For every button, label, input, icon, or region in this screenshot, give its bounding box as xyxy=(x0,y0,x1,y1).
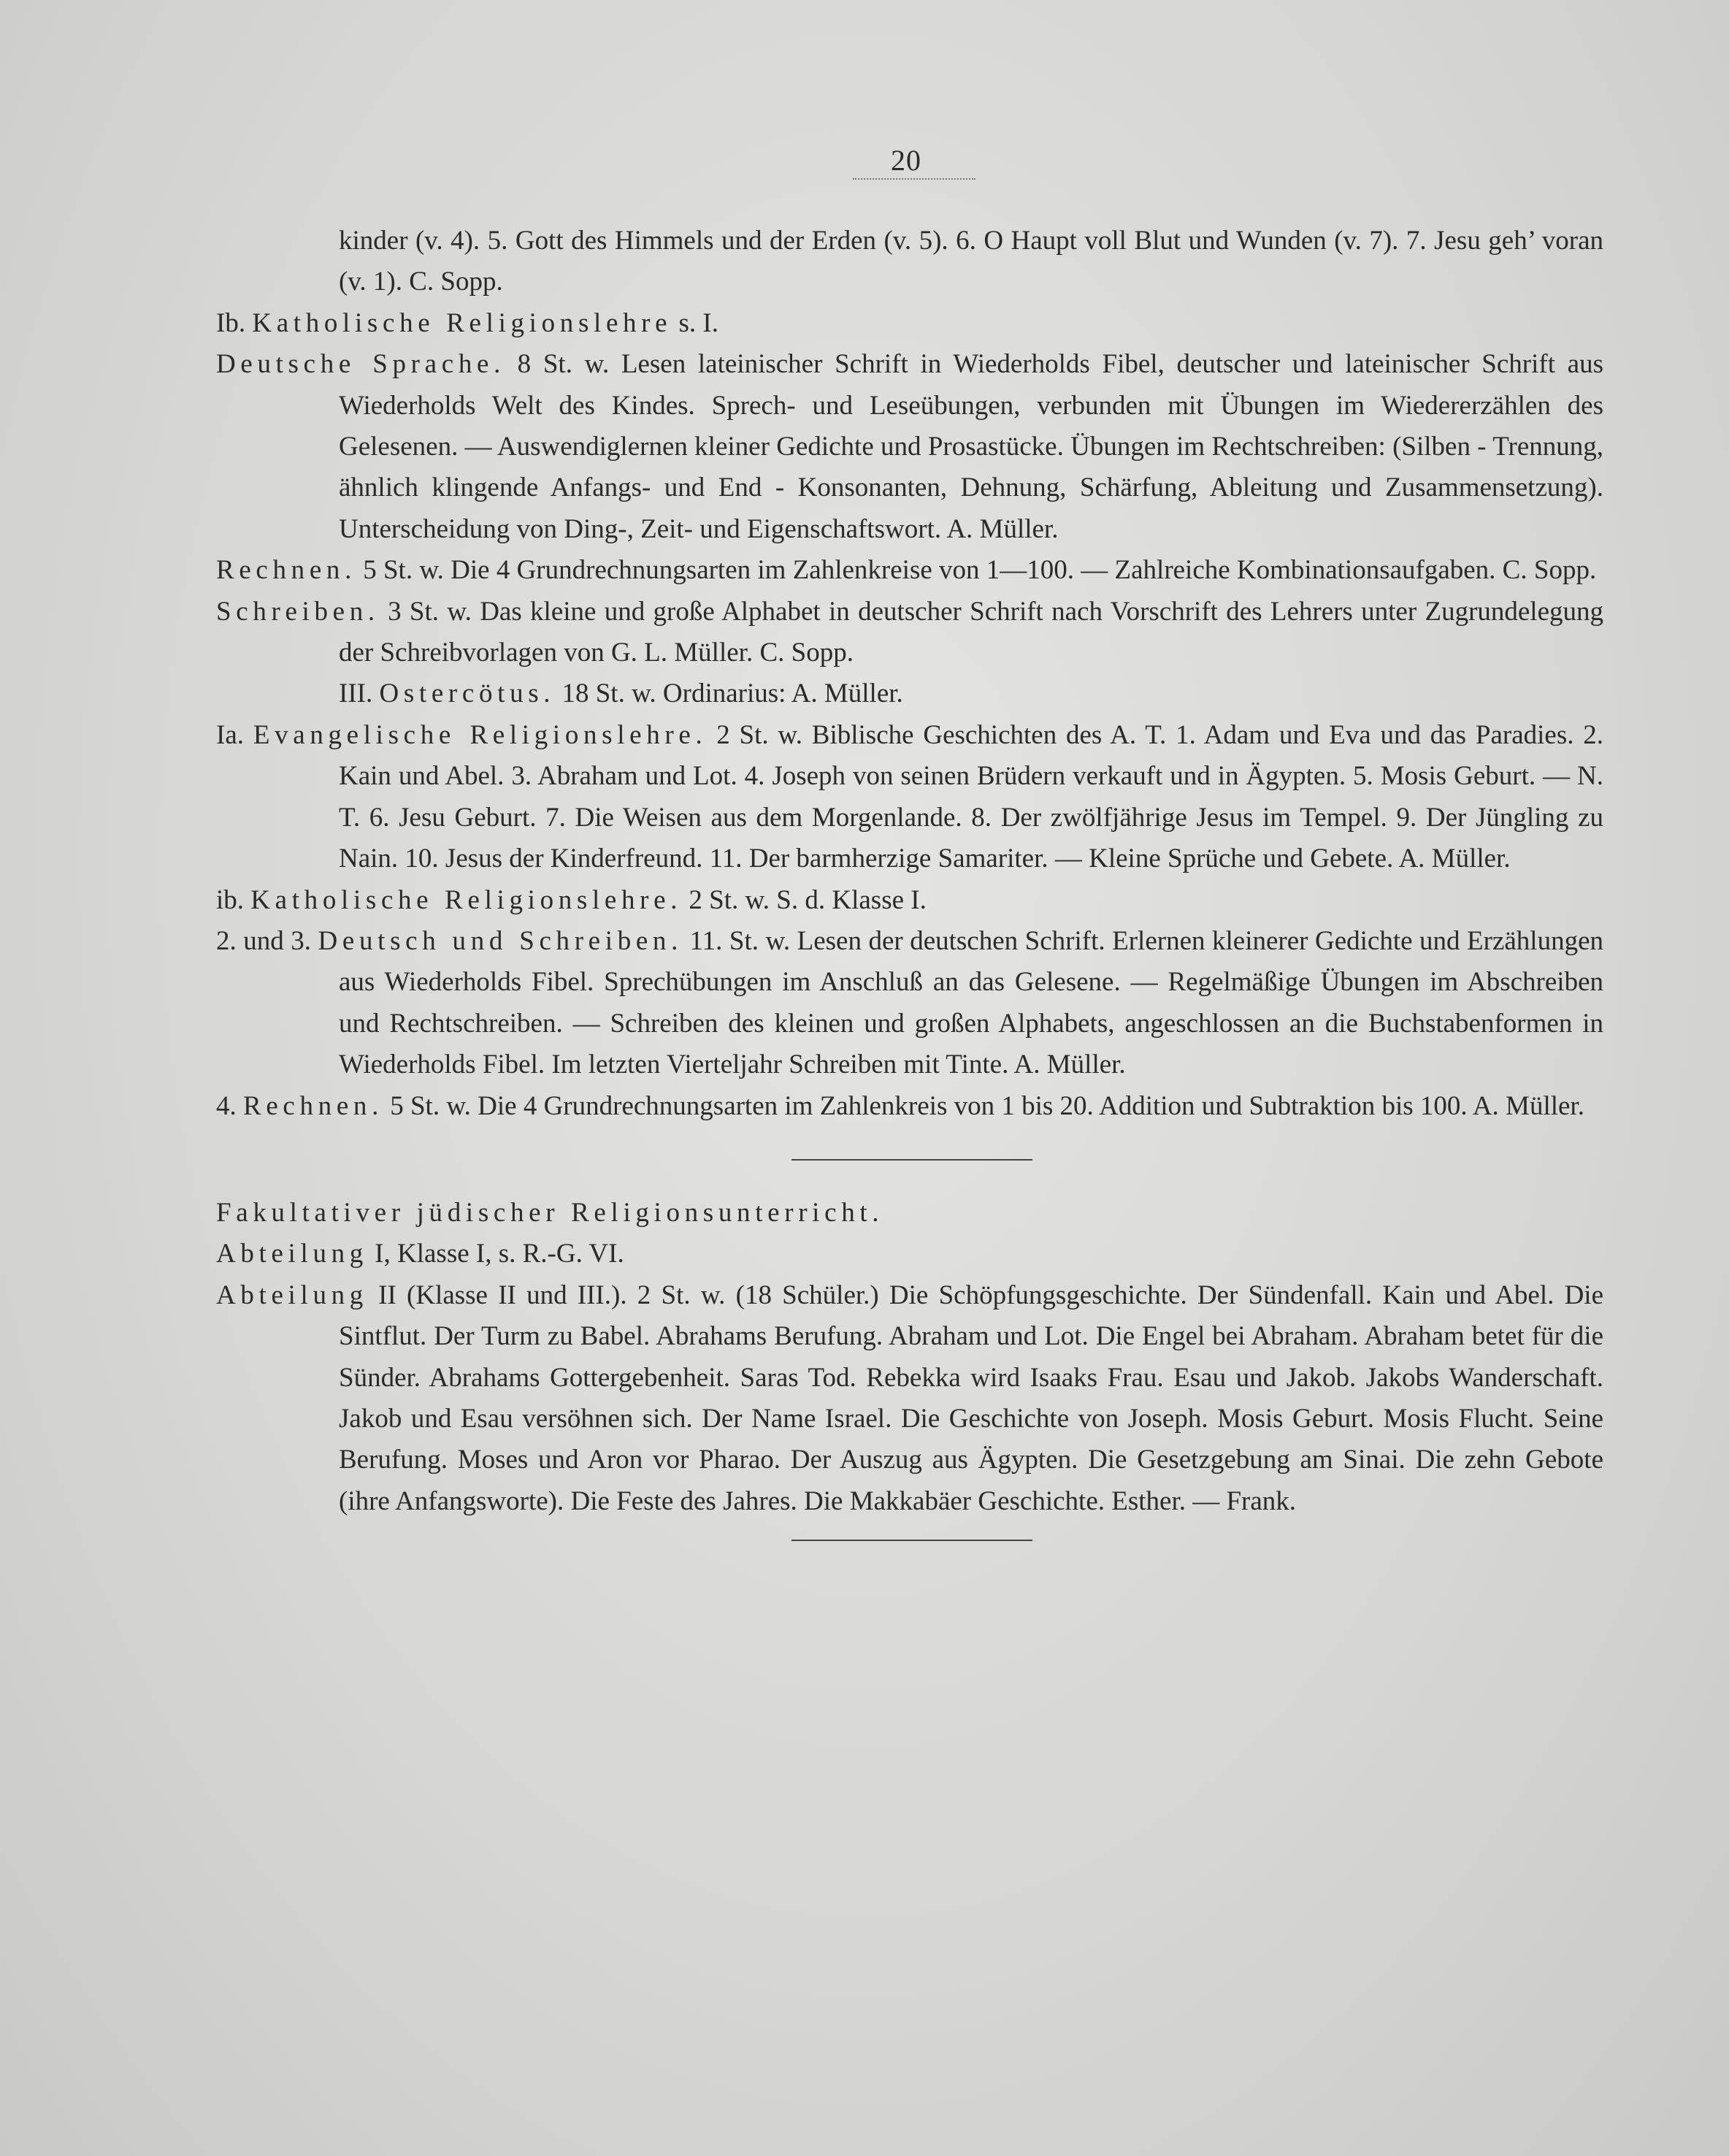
subject-title: Katholische Religionslehre xyxy=(252,307,672,338)
page-number: 20 xyxy=(891,144,921,177)
paragraph-schreiben: Schreiben. 3 St. w. Das kleine und große Alphabet in deutscher Schrift nach Vorschrift des Lehrers unter Zugrundelegung der Schreibvorlagen von G. L. Müller. C. Sopp. xyxy=(216,596,1604,668)
paragraph-rechnen-2: 4. Rechnen. 5 St. w. Die 4 Grundrechnungsarten im Zahlenkreis von 1 bis 20. Addition und Subtraktion bis 100. A. Müller. xyxy=(216,1090,1584,1121)
page-number-ornament xyxy=(853,178,975,183)
paragraph-rechnen: Rechnen. 5 St. w. Die 4 Grundrechnungsarten im Zahlenkreise von 1—100. — Zahlreiche Kombinationsaufgaben. C. Sopp. xyxy=(216,555,1597,586)
paragraph-abteilung-2: Abteilung II (Klasse II und III.). 2 St. w. (18 Schüler.) Die Schöpfungsgeschichte. Der Sündenfall. Kain und Abel. Die Sintflut. Der Turm zu Babel. Abrahams Berufung. Abraham und Lot. Die Engel bei Abraham. Abraham betet für die Sünder. Abrahams Gottergebenheit. Saras Tod. Rebekka wird Isaaks Frau. Esau und Jakob. Jakobs Wanderschaft. Jakob und Esau versöhnen sich. Der Name Israel. Die Geschichte von Joseph. Mosis Geburt. Mosis Flucht. Seine Berufung. Moses und Aron vor Pharao. Der Auszug aus Ägypten. Die Gesetzgebung am Sinai. Die zehn Gebote (ihre Anfangsworte). Die Feste des Jahres. Die Makkabäer Geschichte. Esther. — Frank. xyxy=(216,1280,1604,1516)
section-divider xyxy=(791,1159,1032,1161)
item-label: Ia. xyxy=(216,719,244,750)
subject-title: Deutsch und Schreiben. xyxy=(318,925,683,956)
subject-title: Schreiben. xyxy=(216,596,380,627)
item-label: 4. xyxy=(216,1090,237,1121)
paragraph-abteilung-1: Abteilung I, Klasse I, s. R.-G. VI. xyxy=(216,1239,624,1269)
class-heading: III. Ostercötus. 18 St. w. Ordinarius: A. Müller. xyxy=(339,678,903,709)
section-title: Fakultativer jüdischer Religionsunterricht. xyxy=(216,1197,884,1228)
item-label: Ib. xyxy=(216,307,246,338)
subject-title: Rechnen. xyxy=(243,1090,383,1121)
paragraph-ib-katholisch-2: ib. Katholische Religionslehre. 2 St. w. S. d. Klasse I. xyxy=(216,884,927,915)
subject-title: Rechnen. xyxy=(216,555,356,586)
class-title: Ostercötus. xyxy=(379,678,556,709)
subject-title: Evangelische Religionslehre. xyxy=(253,719,708,750)
division-title: Abteilung xyxy=(216,1280,368,1310)
paragraph-deutsch-schreiben: 2. und 3. Deutsch und Schreiben. 11. St. w. Lesen der deutschen Schrift. Erlernen kleinerer Gedichte und Erzählungen aus Wiederholds Fibel. Sprechübungen im Anschluß an das Gelesene. — Regelmäßige Übungen im Abschreiben und Rechtschreiben. — Schreiben des kleinen und großen Alphabets, angeschlossen an die Buchstabenformen in Wiederholds Fibel. Im letzten Vierteljahr Schreiben mit Tinte. A. Müller. xyxy=(216,925,1604,1080)
paragraph-ib-katholisch: Ib. Katholische Religionslehre s. I. xyxy=(216,307,718,338)
page-body xyxy=(216,221,1603,1573)
item-label: ib. xyxy=(216,884,245,915)
item-label: 2. und 3. xyxy=(216,925,312,956)
subject-title: Deutsche Sprache. xyxy=(216,349,505,380)
paragraph-continuation: kinder (v. 4). 5. Gott des Himmels und der Erden (v. 5). 6. O Haupt voll Blut und Wunden (v. 7). 7. Jesu geh’ voran (v. 1). C. Sopp. xyxy=(339,226,1603,297)
paragraph-deutsche-sprache: Deutsche Sprache. 8 St. w. Lesen lateinischer Schrift in Wiederholds Fibel, deutscher und lateinischer Schrift aus Wiederholds Welt des Kindes. Sprech- und Leseübungen, verbunden mit Übungen im Wiedererzählen des Gelesenen. — Auswendiglernen kleiner Gedichte und Prosastücke. Übungen im Rechtschreiben: (Silben - Trennung, ähnlich klingende Anfangs- und End - Konsonanten, Dehnung, Schärfung, Ableitung und Zusammensetzung). Unterscheidung von Ding-, Zeit- und Eigenschaftswort. A. Müller. xyxy=(216,349,1604,544)
division-title: Abteilung xyxy=(216,1239,368,1269)
paragraph-ia-evangelisch: Ia. Evangelische Religionslehre. 2 St. w. Biblische Geschichten des A. T. 1. Adam und Eva und das Paradies. 2. Kain und Abel. 3. Abraham und Lot. 4. Joseph von seinen Brüdern verkauft und in Ägypten. 5. Mosis Geburt. — N. T. 6. Jesu Geburt. 7. Die Weisen aus dem Morgenlande. 8. Der zwölfjährige Jesus im Tempel. 9. Der Jüngling zu Nain. 10. Jesus der Kinderfreund. 11. Der barmherzige Samariter. — Kleine Sprüche und Gebete. A. Müller. xyxy=(216,719,1604,874)
subject-title: Katholische Religionslehre. xyxy=(250,884,683,915)
end-divider xyxy=(791,1540,1032,1541)
